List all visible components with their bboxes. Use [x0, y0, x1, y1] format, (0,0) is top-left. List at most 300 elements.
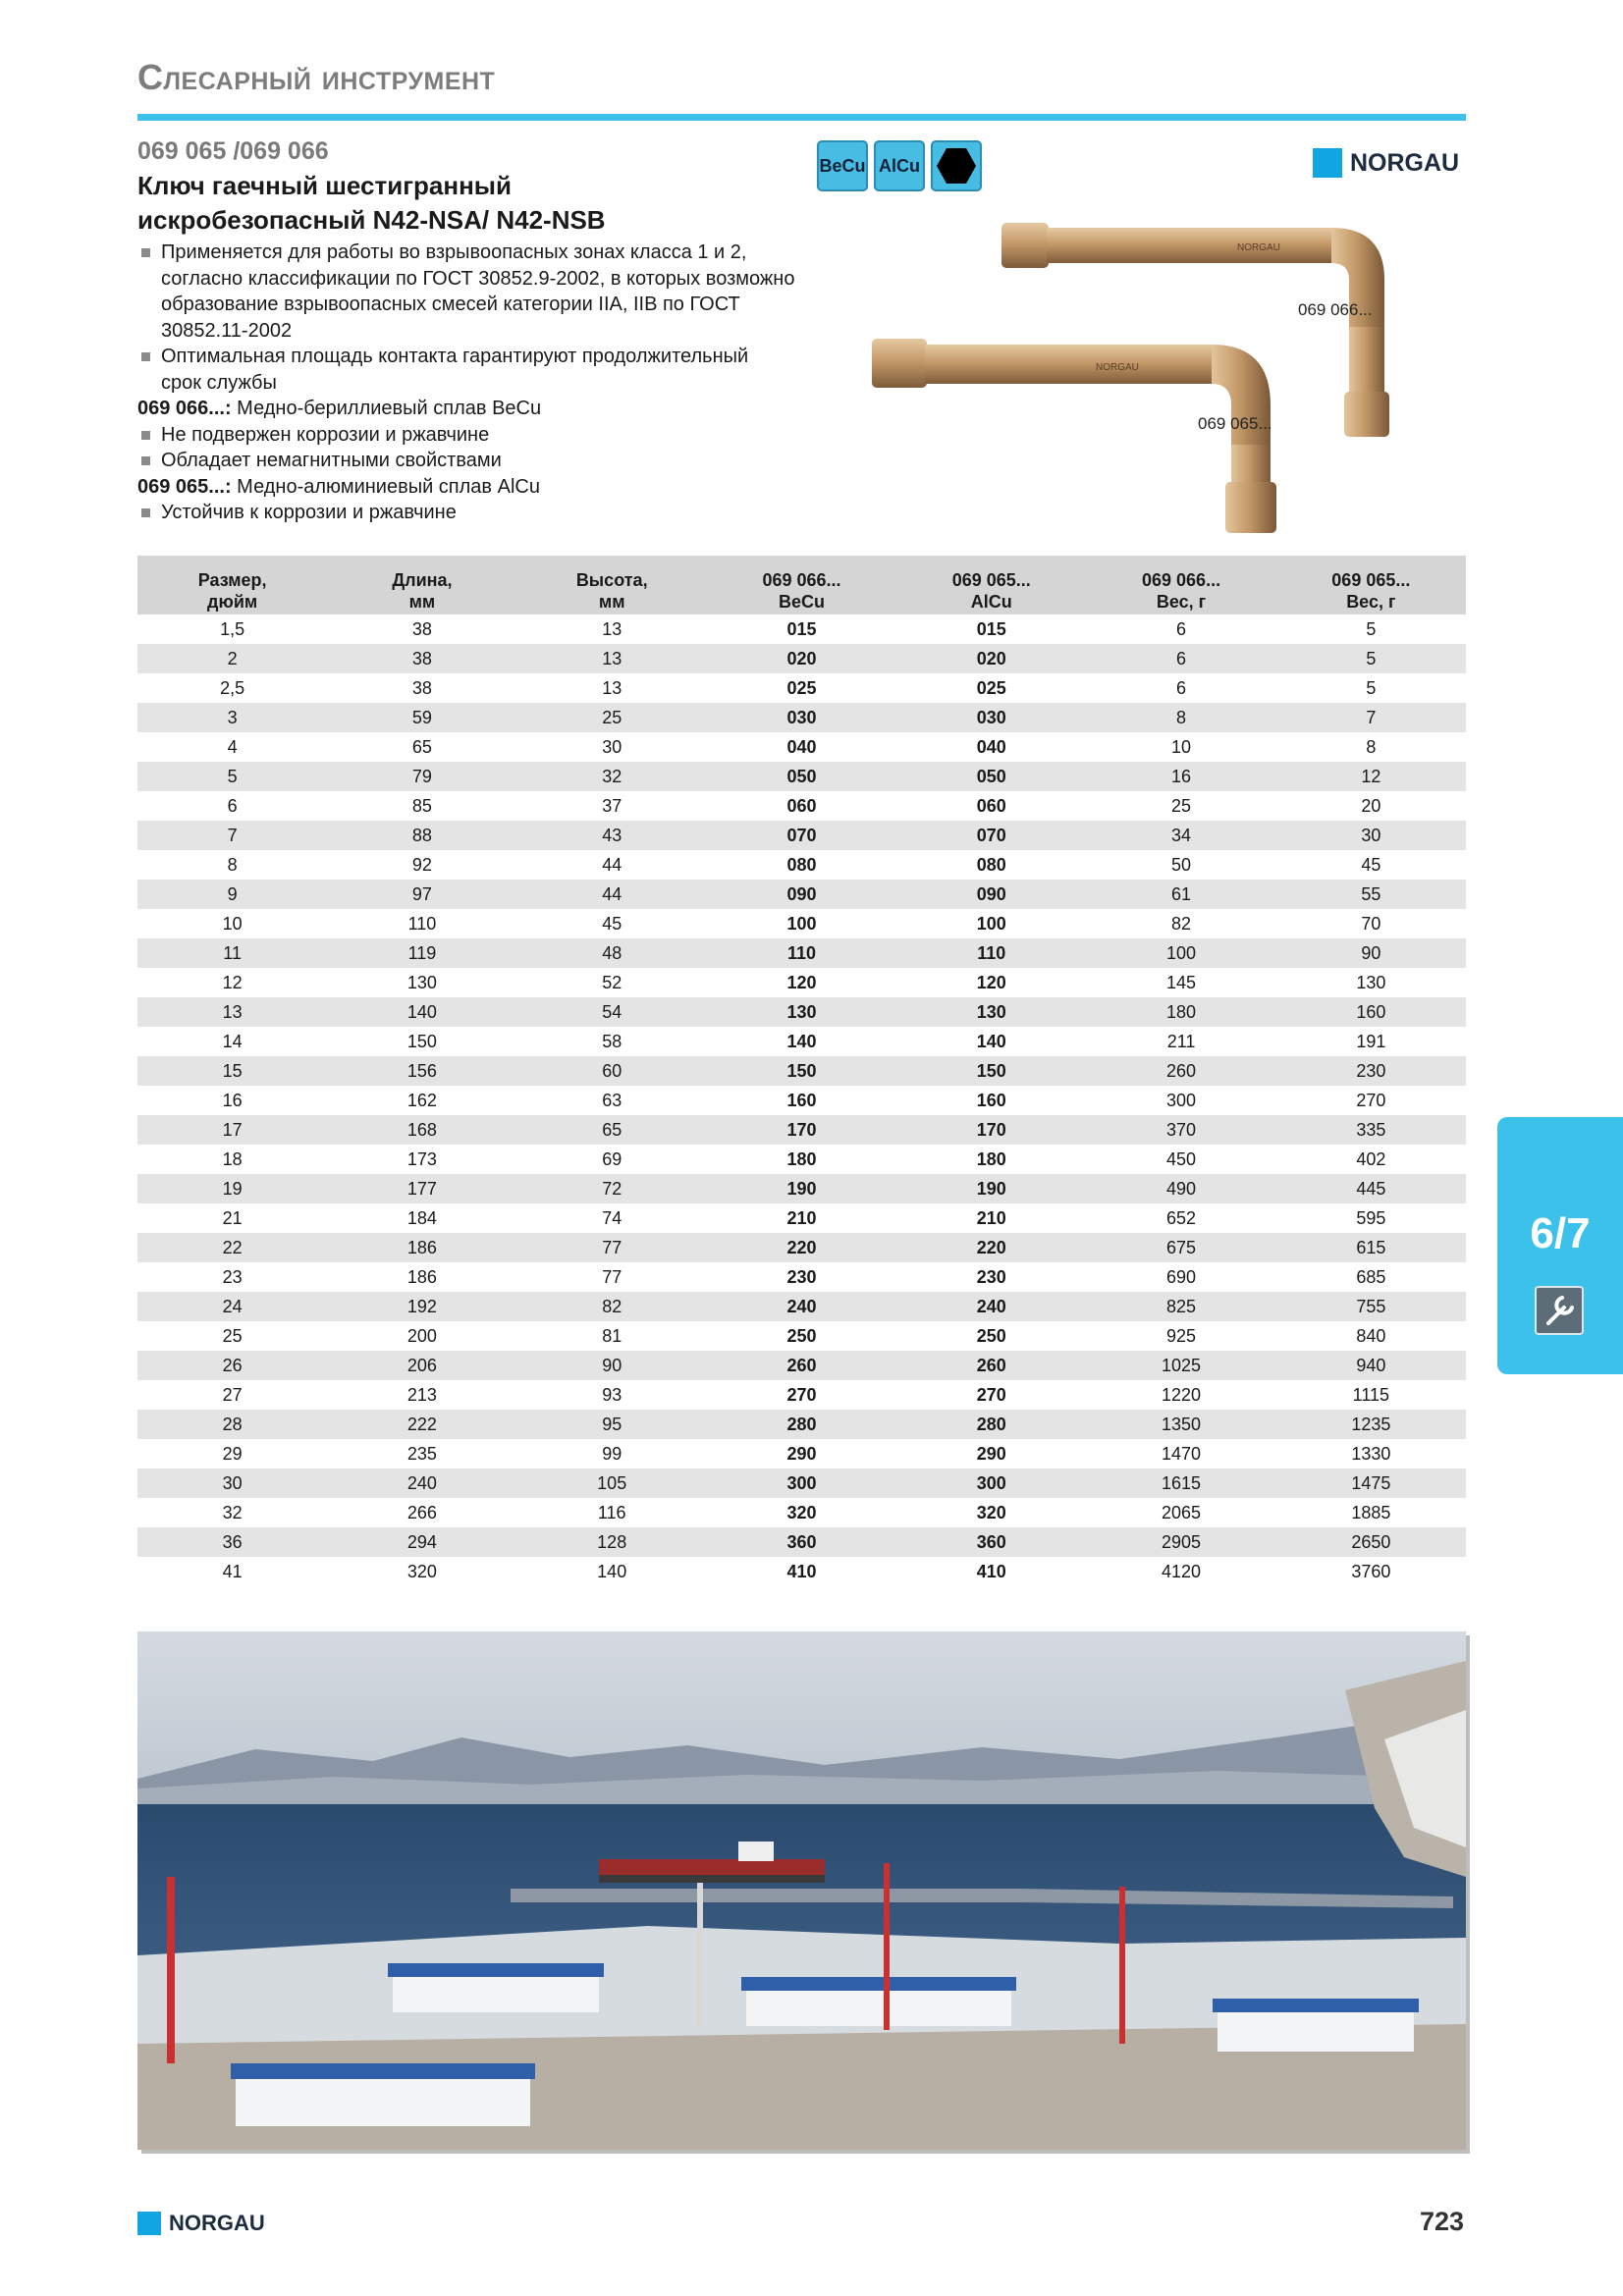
table-cell: 335 [1276, 1115, 1466, 1145]
table-cell: 5 [1366, 677, 1377, 698]
table-cell: 160 [786, 1090, 817, 1110]
table-cell: 090 [707, 880, 896, 909]
column-header: 069 065... AlCu [896, 556, 1086, 614]
table-cell: 44 [602, 854, 622, 875]
table-cell: 59 [327, 703, 516, 732]
table-row [137, 614, 1466, 644]
table-cell: 168 [327, 1115, 516, 1145]
table-cell: 120 [786, 972, 817, 992]
table-cell: 30 [602, 736, 622, 757]
alcu-badge: AlCu [874, 140, 925, 191]
table-cell: 280 [896, 1410, 1086, 1439]
table-cell: 690 [1166, 1266, 1197, 1287]
table-row [137, 821, 1466, 850]
table-cell: 63 [602, 1090, 622, 1110]
table-cell: 100 [1086, 938, 1275, 968]
table-cell: 266 [406, 1502, 437, 1522]
table-cell: 24 [137, 1292, 327, 1321]
table-cell: 16 [1086, 762, 1275, 791]
table-cell: 7 [137, 821, 327, 850]
table-cell: 82 [517, 1292, 707, 1321]
hex-key-wrench-image [864, 211, 1473, 545]
table-cell: 5 [1366, 618, 1377, 639]
table-cell: 080 [976, 854, 1006, 875]
table-cell: 5 [1276, 644, 1466, 673]
table-cell: 652 [1166, 1207, 1197, 1228]
table-cell: 34 [1086, 821, 1275, 850]
table-cell: 050 [707, 762, 896, 791]
table-cell: 1115 [1352, 1384, 1390, 1405]
material-badges [817, 140, 982, 191]
table-cell: 4120 [1162, 1561, 1202, 1581]
table-cell: 29 [222, 1443, 243, 1464]
table-cell: 95 [517, 1410, 707, 1439]
table-header-row [137, 556, 1466, 614]
table-cell: 140 [597, 1561, 627, 1581]
table-cell: 60 [517, 1056, 707, 1086]
table-cell: 9 [137, 880, 327, 909]
product-title-line2: искробезопасный N42-NSA/ N42-NSB [137, 205, 606, 235]
table-cell: 260 [896, 1351, 1086, 1380]
table-cell: 190 [896, 1174, 1086, 1203]
table-cell: 32 [517, 762, 707, 791]
brand-name: NORGAU [1350, 148, 1460, 177]
table-cell: 50 [1171, 854, 1192, 875]
table-cell: 6 [1086, 644, 1275, 673]
product-title-line1: Ключ гаечный шестигранный [137, 171, 512, 200]
table-cell: 38 [411, 677, 432, 698]
table-cell: 150 [406, 1031, 437, 1051]
table-row [137, 1527, 1466, 1557]
table-cell: 52 [602, 972, 622, 992]
table-cell: 77 [602, 1266, 622, 1287]
table-cell: 4 [227, 736, 238, 757]
table-cell: 10 [222, 913, 243, 934]
table-cell: 130 [896, 997, 1086, 1027]
table-cell: 184 [406, 1207, 437, 1228]
table-cell: 040 [976, 736, 1006, 757]
table-cell: 88 [327, 821, 516, 850]
table-cell: 58 [602, 1031, 622, 1051]
table-cell: 1330 [1351, 1443, 1391, 1464]
table-cell: 145 [1166, 972, 1197, 992]
table-cell: 685 [1356, 1266, 1386, 1287]
table-row [137, 1557, 1466, 1586]
svg-text:NORGAU: NORGAU [1237, 242, 1280, 253]
table-cell: 1025 [1086, 1351, 1275, 1380]
table-cell: 65 [411, 736, 432, 757]
wrench-069-066 [1001, 223, 1389, 437]
table-cell: 8 [1366, 736, 1377, 757]
table-cell: 11 [137, 938, 327, 968]
table-cell: 210 [786, 1207, 817, 1228]
svg-text:NORGAU: NORGAU [1096, 362, 1139, 373]
table-cell: 360 [707, 1527, 896, 1557]
table-cell: 140 [976, 1031, 1006, 1051]
table-cell: 1615 [1086, 1468, 1275, 1498]
table-cell: 28 [137, 1410, 327, 1439]
table-cell: 270 [1356, 1090, 1386, 1110]
table-cell: 270 [786, 1384, 817, 1405]
alcu-heading: 069 065...: Медно-алюминиевый сплав AlCu [137, 475, 540, 498]
table-cell: 210 [976, 1207, 1006, 1228]
table-cell: 090 [896, 880, 1086, 909]
table-cell: 300 [707, 1468, 896, 1498]
product-codes: 069 065 /069 066 [137, 137, 329, 165]
table-row [137, 762, 1466, 791]
table-cell: 79 [327, 762, 516, 791]
table-cell: 280 [707, 1410, 896, 1439]
table-cell: 85 [411, 795, 432, 816]
table-cell: 250 [786, 1325, 817, 1346]
table-cell: 290 [976, 1443, 1006, 1464]
table-cell: 27 [222, 1384, 243, 1405]
table-cell: 173 [406, 1148, 437, 1169]
table-cell: 19 [137, 1174, 327, 1203]
table-cell: 48 [517, 938, 707, 968]
table-cell: 191 [1356, 1031, 1386, 1051]
bullet-corrosion-resistant: Устойчив к коррозии и ржавчине [161, 502, 457, 523]
table-cell: 060 [786, 795, 817, 816]
table-cell: 30 [137, 1468, 327, 1498]
table-cell: 190 [707, 1174, 896, 1203]
table-cell: 18 [222, 1148, 243, 1169]
table-cell: 93 [602, 1384, 622, 1405]
table-cell: 180 [1086, 997, 1275, 1027]
table-row [137, 673, 1466, 703]
table-row [137, 1410, 1466, 1439]
table-cell: 120 [976, 972, 1006, 992]
table-cell: 128 [517, 1527, 707, 1557]
table-cell: 060 [976, 795, 1006, 816]
table-cell: 130 [406, 972, 437, 992]
table-cell: 38 [327, 644, 516, 673]
table-cell: 1470 [1162, 1443, 1202, 1464]
table-cell: 54 [517, 997, 707, 1027]
table-cell: 2 [137, 644, 327, 673]
column-header: Размер, дюйм [137, 556, 327, 614]
table-row [137, 1115, 1466, 1145]
table-row [137, 1056, 1466, 1086]
table-cell: 025 [786, 677, 817, 698]
table-cell: 206 [327, 1351, 516, 1380]
table-cell: 5 [137, 762, 327, 791]
table-cell: 490 [1086, 1174, 1275, 1203]
table-cell: 6 [1176, 618, 1187, 639]
bullet-non-magnetic: Обладает немагнитными свойствами [161, 450, 502, 471]
table-row [137, 1086, 1466, 1115]
label-069-065: 069 065... [1198, 414, 1272, 433]
table-cell: 8 [227, 854, 238, 875]
table-cell: 240 [707, 1292, 896, 1321]
table-row [137, 1439, 1466, 1468]
table-cell: 410 [976, 1561, 1006, 1581]
table-cell: 45 [602, 913, 622, 934]
table-cell: 69 [602, 1148, 622, 1169]
table-cell: 320 [786, 1502, 817, 1522]
table-cell: 82 [1171, 913, 1192, 934]
table-cell: 160 [976, 1090, 1006, 1110]
table-cell: 25 [222, 1325, 243, 1346]
table-row [137, 1145, 1466, 1174]
table-cell: 1235 [1276, 1410, 1466, 1439]
table-cell: 10 [1171, 736, 1192, 757]
table-row [137, 968, 1466, 997]
table-cell: 38 [411, 618, 432, 639]
table-cell: 13 [137, 997, 327, 1027]
column-header: 069 066... Вес, г [1086, 556, 1275, 614]
table-row [137, 1351, 1466, 1380]
table-cell: 040 [786, 736, 817, 757]
table-cell: 162 [406, 1090, 437, 1110]
table-cell: 260 [1086, 1056, 1275, 1086]
brand-logo [1313, 148, 1459, 178]
table-cell: 300 [896, 1468, 1086, 1498]
table-cell: 222 [327, 1410, 516, 1439]
table-cell: 7 [1276, 703, 1466, 732]
table-cell: 755 [1276, 1292, 1466, 1321]
table-cell: 070 [707, 821, 896, 850]
section-title: Слесарный инструмент [137, 57, 496, 97]
wrench-069-065 [872, 339, 1276, 533]
column-header: 069 065... Вес, г [1276, 556, 1466, 614]
column-header: Длина, мм [327, 556, 516, 614]
table-row [137, 732, 1466, 762]
table-cell: 320 [406, 1561, 437, 1581]
table-cell: 150 [707, 1056, 896, 1086]
table-cell: 81 [602, 1325, 622, 1346]
table-cell: 170 [707, 1115, 896, 1145]
table-cell: 110 [407, 913, 437, 934]
table-cell: 360 [896, 1527, 1086, 1557]
table-cell: 44 [517, 880, 707, 909]
table-cell: 180 [976, 1148, 1006, 1169]
table-cell: 186 [327, 1233, 516, 1262]
table-cell: 105 [517, 1468, 707, 1498]
table-cell: 2650 [1276, 1527, 1466, 1557]
table-cell: 8 [1086, 703, 1275, 732]
table-cell: 020 [896, 644, 1086, 673]
table-cell: 220 [707, 1233, 896, 1262]
table-row [137, 1321, 1466, 1351]
table-cell: 840 [1356, 1325, 1386, 1346]
table-cell: 119 [327, 938, 516, 968]
wrench-icon [1535, 1286, 1584, 1335]
bullet-explosion-zones: Применяется для работы во взрывоопасных зонах класса 1 и 2, согласно классификации по ГОСТ 30852.9-2002, в которых возможно образование взрывоопасных смесей категории IIA, IIB по ГОСТ 30852.11-2002 [161, 241, 795, 342]
table-cell: 26 [137, 1351, 327, 1380]
table-cell: 675 [1086, 1233, 1275, 1262]
table-cell: 080 [786, 854, 817, 875]
bullet-no-corrosion: Не подвержен коррозии и ржавчине [161, 423, 490, 446]
table-cell: 77 [517, 1233, 707, 1262]
chapter-tab [1497, 1117, 1623, 1374]
table-cell: 13 [602, 677, 622, 698]
table-cell: 160 [1276, 997, 1466, 1027]
oil-terminal-photo [137, 1631, 1466, 2150]
table-cell: 1350 [1086, 1410, 1275, 1439]
table-cell: 12 [222, 972, 243, 992]
table-cell: 170 [896, 1115, 1086, 1145]
table-cell: 61 [1086, 880, 1275, 909]
table-cell: 12 [1276, 762, 1466, 791]
table-row [137, 1027, 1466, 1056]
table-row [137, 1380, 1466, 1410]
table-cell: 2905 [1086, 1527, 1275, 1557]
table-cell: 65 [517, 1115, 707, 1145]
table-cell: 240 [327, 1468, 516, 1498]
product-description [137, 240, 835, 526]
table-cell: 92 [411, 854, 432, 875]
table-cell: 150 [896, 1056, 1086, 1086]
table-cell: 90 [1276, 938, 1466, 968]
table-cell: 1885 [1351, 1502, 1391, 1522]
table-cell: 825 [1086, 1292, 1275, 1321]
table-cell: 070 [896, 821, 1086, 850]
table-cell: 402 [1356, 1148, 1386, 1169]
label-069-066: 069 066... [1298, 300, 1373, 319]
bullet-service-life: Оптимальная площадь контакта гарантируют продолжительный срок службы [161, 346, 749, 394]
table-cell: 1220 [1162, 1384, 1202, 1405]
table-cell: 015 [976, 618, 1006, 639]
table-cell: 13 [602, 618, 622, 639]
table-cell: 595 [1356, 1207, 1386, 1228]
column-header: Высота, мм [517, 556, 707, 614]
table-cell: 200 [406, 1325, 437, 1346]
table-cell: 70 [1361, 913, 1381, 934]
table-cell: 445 [1276, 1174, 1466, 1203]
table-cell: 17 [137, 1115, 327, 1145]
table-cell: 32 [222, 1502, 243, 1522]
table-cell: 192 [327, 1292, 516, 1321]
table-cell: 230 [1276, 1056, 1466, 1086]
table-cell: 025 [976, 677, 1006, 698]
table-cell: 230 [786, 1266, 817, 1287]
table-cell: 100 [976, 913, 1006, 934]
table-cell: 240 [896, 1292, 1086, 1321]
table-cell: 3760 [1351, 1561, 1391, 1581]
table-cell: 110 [707, 938, 896, 968]
table-cell: 1,5 [220, 618, 245, 639]
table-row [137, 938, 1466, 968]
table-cell: 211 [1166, 1031, 1196, 1051]
table-row [137, 1174, 1466, 1203]
product-title [137, 169, 687, 238]
table-cell: 21 [222, 1207, 243, 1228]
table-cell: 140 [786, 1031, 817, 1051]
becu-badge: BeCu [817, 140, 868, 191]
table-row [137, 1233, 1466, 1262]
table-row [137, 880, 1466, 909]
table-cell: 14 [222, 1031, 243, 1051]
table-cell: 110 [896, 938, 1086, 968]
table-cell: 90 [517, 1351, 707, 1380]
table-cell: 030 [896, 703, 1086, 732]
table-cell: 36 [137, 1527, 327, 1557]
table-cell: 41 [222, 1561, 243, 1581]
brand-square-icon [1313, 148, 1342, 178]
page-number: 723 [1420, 2207, 1465, 2236]
table-cell: 2,5 [220, 677, 245, 698]
table-cell: 1475 [1276, 1468, 1466, 1498]
header-divider [137, 114, 1466, 121]
table-cell: 940 [1276, 1351, 1466, 1380]
table-row [137, 1498, 1466, 1527]
table-cell: 116 [597, 1502, 626, 1522]
table-cell: 450 [1166, 1148, 1197, 1169]
table-cell: 43 [517, 821, 707, 850]
table-cell: 220 [896, 1233, 1086, 1262]
table-cell: 410 [786, 1561, 817, 1581]
table-cell: 015 [786, 618, 817, 639]
table-row [137, 644, 1466, 673]
table-cell: 020 [707, 644, 896, 673]
table-cell: 23 [222, 1266, 243, 1287]
table-cell: 72 [517, 1174, 707, 1203]
table-cell: 6 [227, 795, 238, 816]
table-cell: 156 [327, 1056, 516, 1086]
table-cell: 177 [327, 1174, 516, 1203]
table-cell: 30 [1276, 821, 1466, 850]
table-row [137, 909, 1466, 938]
chapter-number: 6/7 [1530, 1209, 1591, 1257]
table-cell: 300 [1166, 1090, 1197, 1110]
table-cell: 22 [137, 1233, 327, 1262]
table-cell: 97 [327, 880, 516, 909]
table-cell: 270 [976, 1384, 1006, 1405]
table-cell: 235 [406, 1443, 437, 1464]
table-cell: 250 [976, 1325, 1006, 1346]
table-cell: 370 [1086, 1115, 1275, 1145]
brand-square-icon [137, 2212, 161, 2235]
table-body [137, 614, 1466, 1586]
table-cell: 130 [707, 997, 896, 1027]
table-cell: 290 [786, 1443, 817, 1464]
table-cell: 55 [1276, 880, 1466, 909]
table-cell: 99 [602, 1443, 622, 1464]
table-cell: 615 [1276, 1233, 1466, 1262]
table-cell: 74 [602, 1207, 622, 1228]
spec-table [137, 556, 1466, 1586]
table-cell: 294 [327, 1527, 516, 1557]
hexagon-icon [931, 140, 982, 191]
table-cell: 6 [1176, 677, 1187, 698]
table-row [137, 1468, 1466, 1498]
table-row [137, 1203, 1466, 1233]
footer-brand-name: NORGAU [169, 2211, 265, 2235]
table-row [137, 1262, 1466, 1292]
table-cell: 25 [517, 703, 707, 732]
table-cell: 13 [517, 644, 707, 673]
table-cell: 45 [1361, 854, 1381, 875]
table-cell: 186 [406, 1266, 437, 1287]
table-cell: 050 [896, 762, 1086, 791]
column-header: 069 066... BeCu [707, 556, 896, 614]
footer-brand-logo [137, 2211, 265, 2236]
table-cell: 260 [707, 1351, 896, 1380]
table-cell: 030 [707, 703, 896, 732]
table-cell: 230 [976, 1266, 1006, 1287]
table-cell: 925 [1166, 1325, 1197, 1346]
table-cell: 16 [222, 1090, 243, 1110]
table-cell: 130 [1356, 972, 1386, 992]
table-cell: 37 [602, 795, 622, 816]
table-cell: 320 [976, 1502, 1006, 1522]
table-row [137, 997, 1466, 1027]
table-cell: 100 [786, 913, 817, 934]
table-cell: 140 [327, 997, 516, 1027]
table-cell: 2065 [1162, 1502, 1202, 1522]
becu-heading: 069 066...: Медно-бериллиевый сплав BeCu [137, 398, 542, 419]
